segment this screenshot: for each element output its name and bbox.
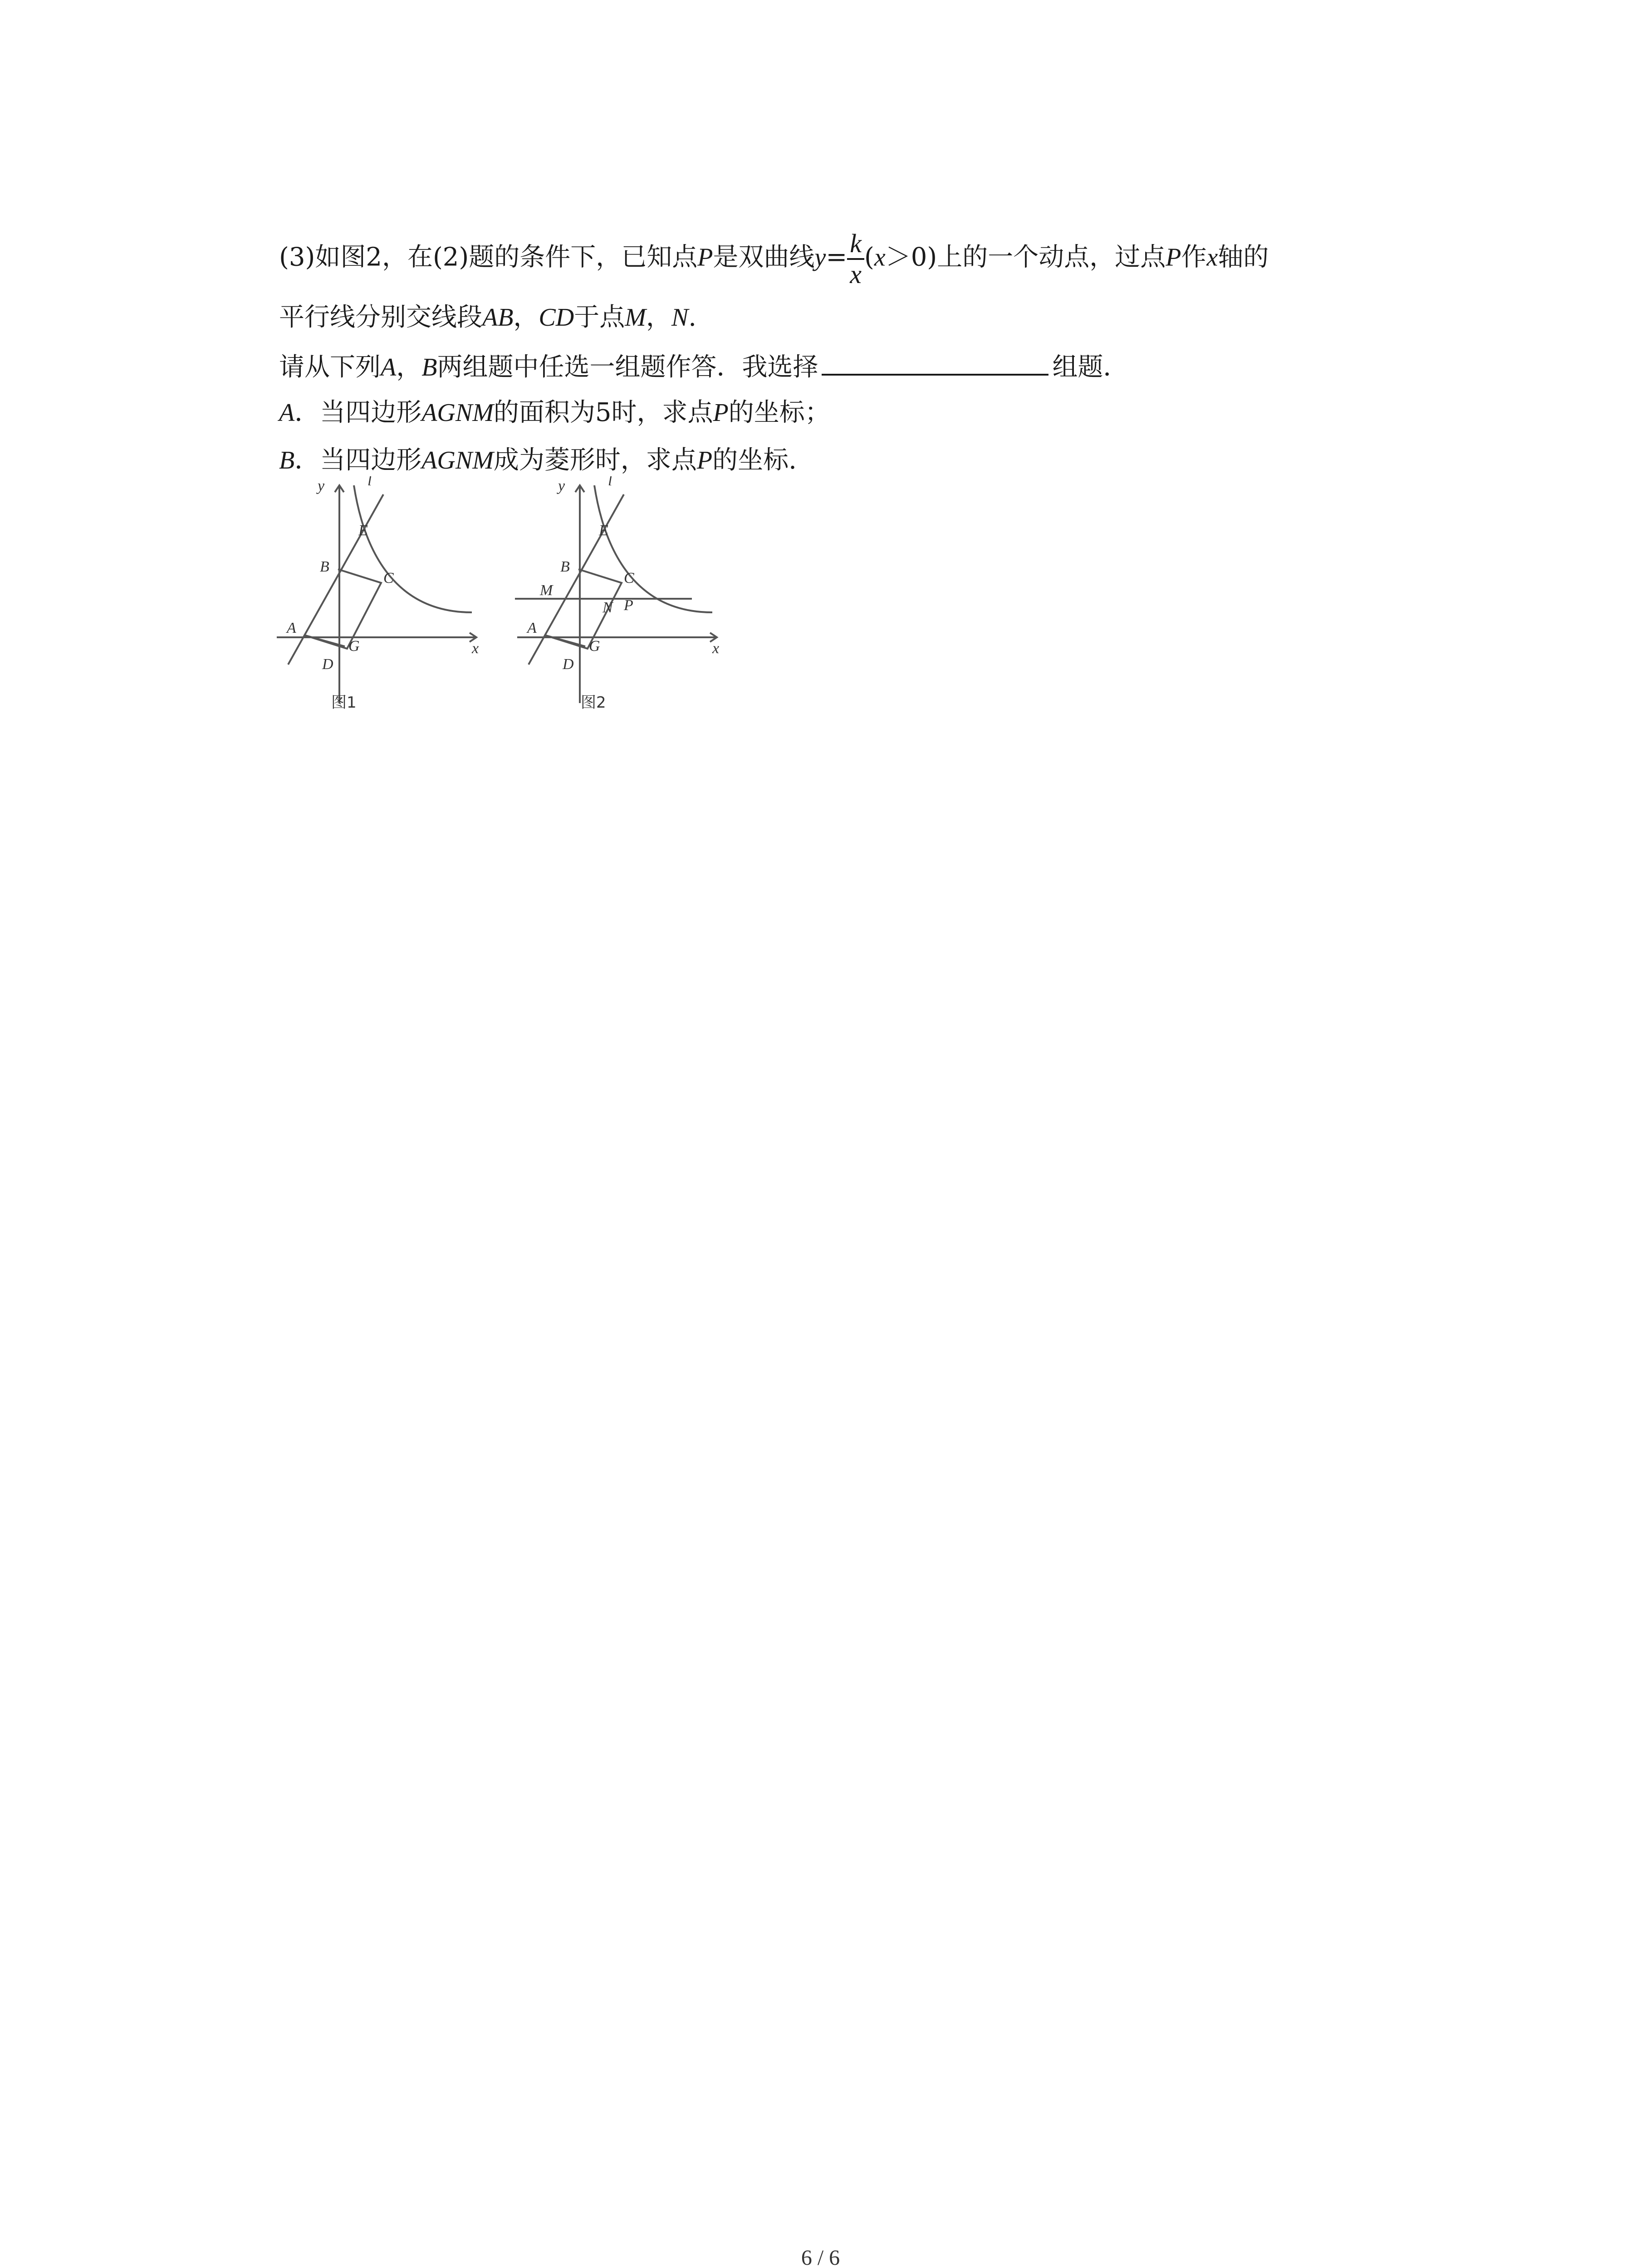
hyperbola-curve — [354, 485, 472, 612]
caption-fig1: 图1 — [331, 694, 357, 712]
label-g: G — [348, 638, 360, 655]
label-a: A — [527, 620, 537, 636]
label-e: E — [599, 522, 608, 539]
question-line-2: 平行线分别交线段AB，CD于点M，N. — [279, 303, 697, 332]
figure-1 — [272, 476, 490, 723]
label-m: M — [540, 582, 553, 599]
label-b: B — [320, 558, 329, 575]
label-y: y — [558, 478, 565, 494]
label-p: P — [624, 597, 633, 614]
label-x: x — [712, 640, 720, 657]
label-y: y — [318, 478, 325, 494]
figure-1-diagram — [272, 476, 490, 721]
figure-2 — [513, 476, 730, 723]
label-a: A — [287, 620, 296, 636]
label-g: G — [589, 638, 600, 655]
label-x: x — [472, 640, 479, 657]
option-b: B．当四边形AGNM成为菱形时，求点P的坐标. — [279, 445, 797, 475]
label-d: D — [322, 656, 333, 673]
figure-2-diagram — [513, 476, 730, 721]
label-b: B — [560, 558, 570, 575]
label-n: N — [603, 599, 613, 616]
label-c: C — [624, 570, 634, 587]
label-d: D — [563, 656, 574, 673]
label-c: C — [383, 570, 394, 587]
label-l: l — [608, 476, 612, 489]
question-line-3: 请从下列A，B两组题中任选一组题作答．我选择 组题． — [279, 349, 1128, 383]
hyperbola-curve — [594, 485, 712, 612]
fraction-k-over-x: $\frac{k}{x}$ — [847, 229, 864, 289]
answer-blank[interactable] — [822, 349, 1048, 376]
option-a: A．当四边形AGNM的面积为5时，求点P的坐标； — [279, 398, 830, 427]
label-e: E — [358, 522, 368, 539]
caption-fig2: 图2 — [581, 694, 606, 712]
label-l: l — [367, 476, 372, 489]
question-line-1: (3)如图2，在(2)题的条件下，已知点P是双曲线y= $\frac{k}{x}$ (x＞0)上的一个动点，过点P作x轴的 — [279, 229, 1269, 289]
page-number: 6 / 6 — [801, 2246, 840, 2268]
